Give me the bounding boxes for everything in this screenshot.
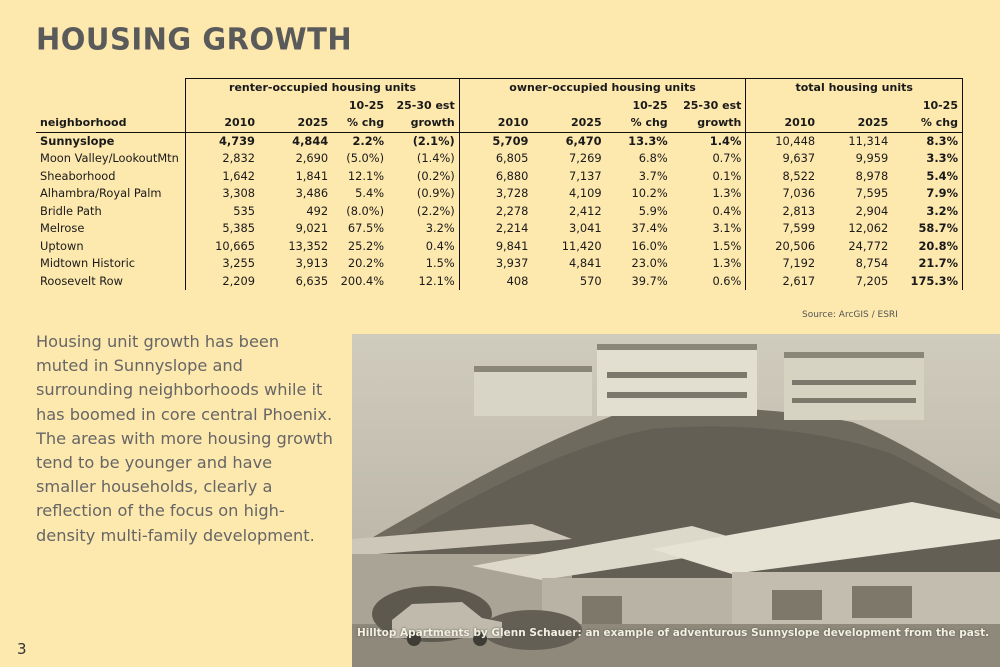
table-row: Moon Valley/LookoutMtn 2,832 2,690 (5.0%) (1.4%) 6,805 7,269 6.8% 0.7% 9,637 9,959 3.3% xyxy=(36,150,963,168)
group-header-renter: renter-occupied housing units xyxy=(186,79,459,97)
col-total-2010: 2010 xyxy=(746,114,819,132)
col-top-owner-chg: 10-25 xyxy=(632,98,668,112)
col-owner-2010: 2010 xyxy=(459,114,532,132)
group-header-owner: owner-occupied housing units xyxy=(459,79,746,97)
table-row: Alhambra/Royal Palm 3,308 3,486 5.4% (0.9%) 3,728 4,109 10.2% 1.3% 7,036 7,595 7.9% xyxy=(36,185,963,203)
cell-neighborhood: Sheaborhood xyxy=(40,168,116,183)
table-row: Sunnyslope 4,739 4,844 2.2% (2.1%) 5,709 6,470 13.3% 1.4% 10,448 11,314 8.3% xyxy=(36,132,963,150)
col-renter-chg: % chg xyxy=(332,114,388,132)
col-total-2025: 2025 xyxy=(819,114,892,132)
table-row: Bridle Path 535 492 (8.0%) (2.2%) 2,278 2,412 5.9% 0.4% 2,813 2,904 3.2% xyxy=(36,203,963,221)
col-owner-chg: % chg xyxy=(606,114,672,132)
col-renter-2025: 2025 xyxy=(259,114,332,132)
col-owner-2025: 2025 xyxy=(532,114,605,132)
col-top-renter-growth: 25-30 est xyxy=(396,98,455,112)
table-row: Midtown Historic 3,255 3,913 20.2% 1.5% 3,937 4,841 23.0% 1.3% 7,192 8,754 21.7% xyxy=(36,255,963,273)
table-row: Uptown 10,665 13,352 25.2% 0.4% 9,841 11,420 16.0% 1.5% 20,506 24,772 20.8% xyxy=(36,238,963,256)
source-note: Source: ArcGIS / ESRI xyxy=(802,310,898,320)
table-row: Melrose 5,385 9,021 67.5% 3.2% 2,214 3,041 37.4% 3.1% 7,599 12,062 58.7% xyxy=(36,220,963,238)
col-top-renter-chg: 10-25 xyxy=(348,98,385,112)
group-header-row xyxy=(36,79,963,97)
table-body xyxy=(36,132,963,290)
cell-neighborhood: Uptown xyxy=(40,238,84,253)
col-renter-growth: growth xyxy=(388,114,459,132)
table-row: Sheaborhood 1,642 1,841 12.1% (0.2%) 6,880 7,137 3.7% 0.1% 8,522 8,978 5.4% xyxy=(36,168,963,186)
cell-neighborhood: Moon Valley/LookoutMtn xyxy=(40,151,179,165)
cell-neighborhood: Bridle Path xyxy=(40,203,102,218)
col-total-chg: % chg xyxy=(892,114,962,132)
cell-neighborhood: Roosevelt Row xyxy=(40,273,123,288)
group-header-total: total housing units xyxy=(746,79,963,97)
blank-header xyxy=(36,79,186,97)
cell-neighborhood: Sunnyslope xyxy=(40,133,115,148)
photo-caption: Hilltop Apartments by Glenn Schauer: an example of adventurous Sunnyslope development from the past. xyxy=(357,627,990,639)
table-row: Roosevelt Row 2,209 6,635 200.4% 12.1% 408 570 39.7% 0.6% 2,617 7,205 175.3% xyxy=(36,273,963,291)
column-header-top-row xyxy=(36,97,963,115)
col-top-total-chg: 10-25 xyxy=(892,97,962,115)
housing-table xyxy=(36,78,963,290)
cell-neighborhood: Midtown Historic xyxy=(40,256,136,270)
body-paragraph: Housing unit growth has been muted in Sunnyslope and surrounding neighborhoods while it has boomed in core central Phoenix. The areas with more housing growth tend to be younger and have smaller households, clearly a reflection of the focus on high-density multi-family development. xyxy=(36,332,333,545)
col-neighborhood: neighborhood xyxy=(36,114,186,132)
col-top-owner-growth: 25-30 est xyxy=(683,98,742,112)
col-renter-2010: 2010 xyxy=(186,114,259,132)
cell-neighborhood: Alhambra/Royal Palm xyxy=(40,186,162,200)
page-number: 3 xyxy=(17,640,27,658)
col-owner-growth: growth xyxy=(672,114,746,132)
column-header-row xyxy=(36,114,963,132)
page-title: HOUSING GROWTH xyxy=(36,21,353,57)
hilltop-apartments-photo xyxy=(352,334,1000,667)
cell-neighborhood: Melrose xyxy=(40,221,85,235)
